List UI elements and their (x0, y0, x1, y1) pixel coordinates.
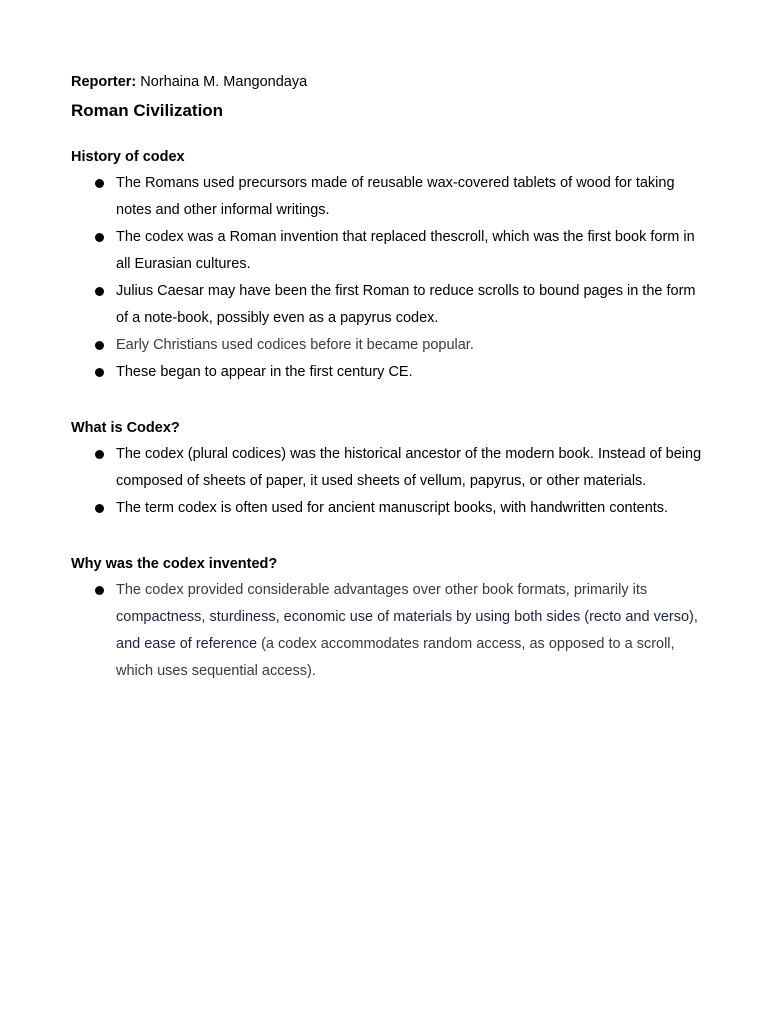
list-item-text-emphasis: compactness, sturdiness, economic use of materials by using both sides (recto and verso), and ease of reference (116, 609, 698, 652)
bullet-list (71, 170, 708, 386)
bullet-list (71, 577, 708, 685)
list-item-text-part: The codex provided considerable advantages over other book formats, primarily its (116, 582, 648, 598)
document-title: Roman Civilization (71, 101, 224, 120)
section-why-invented (71, 554, 708, 685)
list-item-text: The codex (plural codices) was the historical ancestor of the modern book. Instead of being composed of sheets of paper, it used sheets of vellum, papyrus, or other materials. (116, 446, 702, 489)
bullet-icon (95, 450, 104, 459)
list-item-text: Julius Caesar may have been the first Roman to reduce scrolls to bound pages in the form of a note-book, possibly even as a papyrus codex. (116, 283, 696, 326)
list-item-text: The codex was a Roman invention that replaced thescroll, which was the first book form in all Eurasian cultures. (116, 229, 695, 272)
reporter-line (71, 72, 708, 92)
list-item (71, 224, 708, 278)
reporter-label: Reporter: (71, 74, 137, 90)
section-history-of-codex (71, 147, 708, 386)
list-item-text: The term codex is often used for ancient manuscript books, with handwritten contents. (116, 500, 669, 516)
list-item-text-part: (a codex accommodates random access, as opposed to a scroll, which uses sequential access). (116, 636, 675, 679)
list-item (71, 278, 708, 332)
bullet-icon (95, 368, 104, 377)
section-what-is-codex (71, 418, 708, 522)
list-item (71, 359, 708, 386)
list-item (71, 577, 708, 685)
list-item (71, 332, 708, 359)
list-item (71, 170, 708, 224)
bullet-icon (95, 586, 104, 595)
reporter-name: Norhaina M. Mangondaya (140, 74, 308, 90)
bullet-icon (95, 341, 104, 350)
bullet-list (71, 441, 708, 522)
list-item (71, 495, 708, 522)
section-heading: History of codex (71, 149, 185, 165)
section-heading: Why was the codex invented? (71, 556, 278, 572)
section-heading: What is Codex? (71, 420, 180, 436)
bullet-icon (95, 233, 104, 242)
list-item (71, 441, 708, 495)
list-item-text: These began to appear in the first century CE. (116, 364, 413, 380)
list-item-text: The Romans used precursors made of reusable wax-covered tablets of wood for taking notes and other informal writings. (116, 175, 675, 218)
bullet-icon (95, 287, 104, 296)
list-item-text: Early Christians used codices before it became popular. (116, 337, 474, 353)
bullet-icon (95, 179, 104, 188)
bullet-icon (95, 504, 104, 513)
